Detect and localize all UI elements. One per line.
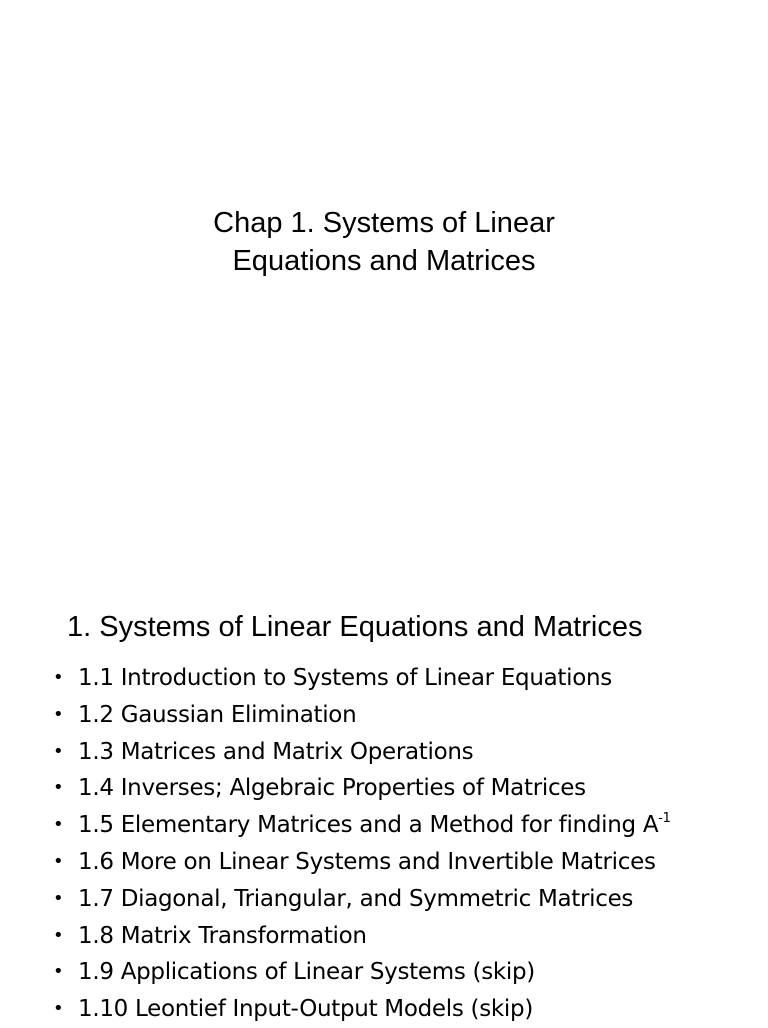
chapter-title	[0, 204, 768, 280]
chapter-title-line-2: Equations and Matrices	[232, 245, 536, 277]
toc-item-text: 1.8 Matrix Transformation	[78, 922, 367, 949]
bullet-icon: •	[53, 703, 64, 725]
toc-item-text: 1.6 More on Linear Systems and Invertible Matrices	[78, 848, 656, 875]
bullet-icon: •	[53, 887, 64, 909]
toc-item-text: 1.2 Gaussian Elimination	[78, 701, 357, 728]
toc-item	[50, 660, 760, 697]
toc-item-text: 1.4 Inverses; Algebraic Properties of Matrices	[78, 775, 586, 802]
bullet-icon: •	[53, 814, 64, 836]
toc-item-text: 1.1 Introduction to Systems of Linear Equations	[78, 665, 612, 691]
section-heading: 1. Systems of Linear Equations and Matrices	[67, 611, 643, 643]
toc-item	[50, 844, 760, 881]
toc-item	[50, 954, 760, 991]
toc-item	[50, 991, 760, 1028]
chapter-title-line-1: Chap 1. Systems of Linear	[213, 207, 555, 239]
bullet-icon: •	[53, 924, 64, 946]
toc-item	[50, 734, 760, 771]
bullet-icon: •	[53, 850, 64, 872]
superscript-inverse: -1	[658, 811, 671, 827]
toc-item-text: 1.9 Applications of Linear Systems (skip)	[78, 959, 535, 986]
toc-item	[50, 881, 760, 918]
toc-item-text: 1.5 Elementary Matrices and a Method for finding A	[78, 812, 659, 839]
bullet-icon: •	[53, 998, 64, 1020]
bullet-icon: •	[53, 777, 64, 799]
toc-item-text: 1.3 Matrices and Matrix Operations	[78, 738, 474, 765]
bullet-icon: •	[53, 667, 64, 688]
toc-item	[50, 918, 760, 955]
table-of-contents	[50, 660, 760, 1028]
toc-item	[50, 697, 760, 734]
toc-item	[50, 807, 760, 844]
toc-item-text: 1.7 Diagonal, Triangular, and Symmetric Matrices	[78, 885, 634, 912]
toc-item-text: 1.10 Leontief Input-Output Models (skip)	[78, 996, 533, 1023]
toc-item	[50, 770, 760, 807]
bullet-icon: •	[53, 961, 64, 983]
bullet-icon: •	[53, 740, 64, 762]
